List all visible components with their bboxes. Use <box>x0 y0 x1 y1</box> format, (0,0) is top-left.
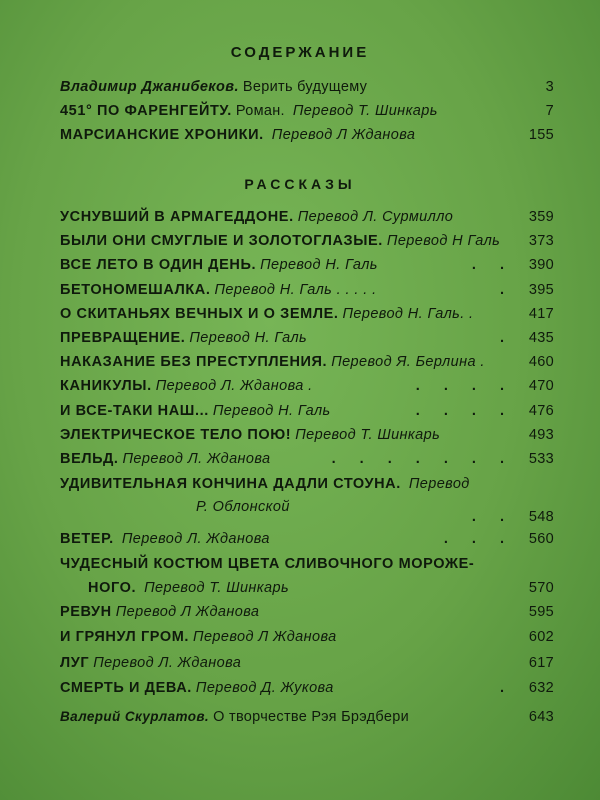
intro-page: 3 <box>545 79 554 95</box>
fahrenheit-translator: Перевод Т. Шинкарь <box>292 103 438 119</box>
story-translator: Перевод Н. Галь <box>189 330 308 346</box>
toc-entry <box>60 206 554 228</box>
wind-page: 560 <box>528 531 554 547</box>
story-translator: Перевод Н. Галь . . . . . <box>214 281 377 298</box>
toc-entry-martian <box>60 124 554 146</box>
story-title: БЫЛИ ОНИ СМУГЛЫЕ И ЗОЛОТОГЛАЗЫЕ. <box>60 233 383 250</box>
story-translator: Перевод Л Жданова <box>193 629 337 646</box>
story-page: 476 <box>528 402 554 419</box>
story-translator: Перевод Д. Жукова <box>195 679 334 696</box>
story-title: КАНИКУЛЫ. <box>60 378 152 395</box>
dudley-dots: . . <box>471 509 514 525</box>
afterword-author: Валерий Скурлатов. <box>60 709 210 724</box>
story-title: НАКАЗАНИЕ БЕЗ ПРЕСТУПЛЕНИЯ. <box>60 354 328 371</box>
story-page: 632 <box>528 679 554 696</box>
toc-entry-dudley-line3 <box>60 506 554 528</box>
story-dots: . . . . . . . <box>331 451 514 467</box>
story-title: И ВСЕ-ТАКИ НАШ... <box>60 402 209 419</box>
story-title: О СКИТАНЬЯХ ВЕЧНЫХ И О ЗЕМЛЕ. <box>60 305 339 322</box>
story-translator: Перевод Л. Жданова <box>93 654 242 671</box>
toc-entry <box>60 254 554 276</box>
dudley-translator-name: Р. Облонской <box>196 499 290 515</box>
martian-page: 155 <box>528 127 554 143</box>
toc-entry <box>60 424 554 446</box>
martian-title: МАРСИАНСКИЕ ХРОНИКИ. <box>60 127 264 143</box>
toc-entry <box>60 677 554 699</box>
story-page: 435 <box>528 330 554 346</box>
wind-dots: . . . <box>443 531 514 547</box>
story-page: 493 <box>528 426 554 443</box>
contents-heading: СОДЕРЖАНИЕ <box>230 44 370 61</box>
dudley-title: УДИВИТЕЛЬНАЯ КОНЧИНА ДАДЛИ СТОУНА. <box>60 476 401 492</box>
fahrenheit-title: 451° ПО ФАРЕНГЕЙТУ. <box>60 103 232 119</box>
icecream-page: 570 <box>528 580 554 596</box>
intro-author: Владимир Джанибеков. <box>60 79 239 95</box>
story-page: 460 <box>528 354 554 371</box>
story-page: 373 <box>528 233 554 250</box>
toc-entry-wind <box>60 528 554 550</box>
story-translator: Перевод Т. Шинкарь <box>295 426 441 443</box>
wind-title: ВЕТЕР. <box>60 531 114 547</box>
story-title: УСНУВШИЙ В АРМАГЕДДОНЕ. <box>60 209 294 225</box>
story-title: СМЕРТЬ И ДЕВА. <box>60 679 192 696</box>
story-page: 390 <box>528 257 554 274</box>
story-title: РЕВУН <box>60 604 112 620</box>
dudley-page: 548 <box>528 509 554 525</box>
martian-translator: Перевод Л Жданова <box>271 127 416 143</box>
fahrenheit-page: 7 <box>545 103 554 119</box>
story-page: 533 <box>528 451 554 467</box>
toc-entry <box>60 626 554 648</box>
toc-entry-dudley-line1 <box>60 473 554 495</box>
story-title: ВСЕ ЛЕТО В ОДИН ДЕНЬ. <box>60 257 257 274</box>
toc-entry <box>60 400 554 422</box>
toc-entry <box>60 652 554 674</box>
story-page: 417 <box>528 305 554 322</box>
toc-entry-intro <box>60 76 554 98</box>
story-dots: . <box>499 330 514 346</box>
story-page: 617 <box>528 654 554 671</box>
story-translator: Перевод Н. Галь <box>212 402 331 419</box>
story-translator: Перевод Н. Галь. . <box>342 305 474 322</box>
story-page: 602 <box>528 629 554 646</box>
story-translator: Перевод Л. Жданова . <box>155 378 313 395</box>
story-dots: . . . . <box>415 402 514 419</box>
icecream-title-line1: ЧУДЕСНЫЙ КОСТЮМ ЦВЕТА СЛИВОЧНОГО МОРОЖЕ- <box>60 556 475 572</box>
story-translator: Перевод Я. Берлина . <box>331 354 485 371</box>
intro-title: Верить будущему <box>242 79 368 95</box>
toc-entry <box>60 351 554 373</box>
toc-entry <box>60 327 554 349</box>
story-translator: Перевод Н Галь <box>386 233 501 250</box>
story-title: ПРЕВРАЩЕНИЕ. <box>60 330 186 346</box>
story-title: БЕТОНОМЕШАЛКА. <box>60 281 211 298</box>
toc-entry-fahrenheit <box>60 100 554 122</box>
story-translator: Перевод Л Жданова <box>115 604 260 620</box>
toc-entry <box>60 448 554 470</box>
story-translator: Перевод Л. Жданова <box>122 451 271 467</box>
fahrenheit-genre: Роман. <box>235 103 285 119</box>
afterword-title: О творчестве Рэя Брэдбери <box>213 709 409 725</box>
stories-heading: РАССКАЗЫ <box>244 176 356 192</box>
story-page: 595 <box>528 604 554 620</box>
story-translator: Перевод Н. Галь <box>260 257 378 274</box>
story-dots: . . <box>471 257 514 274</box>
icecream-title-line2: НОГО. <box>88 580 137 596</box>
toc-entry <box>60 601 554 623</box>
story-title: ЭЛЕКТРИЧЕСКОЕ ТЕЛО ПОЮ! <box>60 426 292 443</box>
toc-entry <box>60 375 554 397</box>
story-page: 395 <box>528 281 554 298</box>
toc-entry <box>60 230 554 252</box>
story-dots: . . . . <box>415 378 514 395</box>
icecream-translator: Перевод Т. Шинкарь <box>144 580 289 596</box>
toc-entry-icecream-line2 <box>60 577 554 599</box>
story-page: 359 <box>528 209 554 225</box>
toc-entry <box>60 279 554 301</box>
story-translator: Перевод Л. Сурмилло <box>297 209 454 225</box>
story-page: 470 <box>528 378 554 395</box>
story-dots: . <box>499 281 514 298</box>
wind-translator: Перевод Л. Жданова <box>121 531 270 547</box>
story-title: И ГРЯНУЛ ГРОМ. <box>60 629 190 646</box>
dudley-translator-word: Перевод <box>408 476 470 492</box>
afterword-page: 643 <box>528 709 554 725</box>
story-title: ЛУГ <box>60 654 90 671</box>
story-dots: . <box>499 679 514 696</box>
story-title: ВЕЛЬД. <box>60 451 119 467</box>
toc-entry-afterword <box>60 706 554 728</box>
toc-entry-icecream-line1 <box>60 553 554 575</box>
toc-entry <box>60 303 554 325</box>
